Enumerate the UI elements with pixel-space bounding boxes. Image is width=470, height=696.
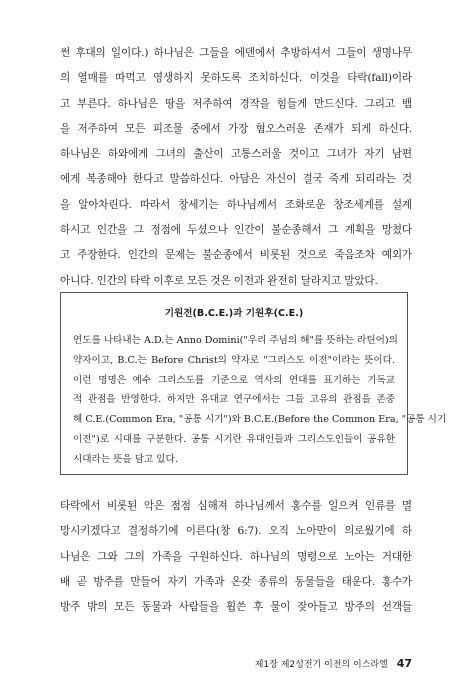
sidebar-line: 적 관점을 반영한다. 하지만 유대교 연구에서는 그들 고유의 관점을 존중: [73, 394, 395, 406]
body-paragraph-1: [60, 41, 412, 294]
page-number: 47: [396, 657, 412, 670]
sidebar-box: [60, 292, 447, 475]
text-line: 썬 후대의 일이다.) 하나님은 그들을 에덴에서 추방하셔서 그들이 생명나무: [60, 47, 412, 59]
text-line: 하시고 인간을 그 정점에 두셨으나 인간이 불순종해서 그 계획을 망쳤다: [60, 224, 412, 237]
text-line: 방주 밖의 모든 동물과 사람들을 휩쓴 후 물이 잦아들고 방주의 선객들: [60, 601, 412, 614]
text-line: 의 열매를 따먹고 영생하지 못하도록 조치하신다. 이것을 타락(fall)이라: [60, 72, 412, 85]
text-line: 고 주장한다. 인간의 문제는 불순종에서 비롯된 것으로 죽음조차 예외가: [60, 249, 412, 262]
sidebar-line: 해 C.E.(Common Era, "공통 시기")와 B.C.E.(Before the Common Era, "공통 시기: [73, 414, 447, 426]
text-line: 에게 복종해야 한다고 말씀하신다. 아담은 자신이 결국 죽게 되리라는 것: [60, 173, 412, 186]
sidebar-line: 이런 명명은 예수 그리스도를 기준으로 역사의 연대를 표기하는 기독교: [73, 374, 395, 386]
sidebar-line: 약자이고, B.C.는 Before Christ의 약자로 "그리스도 이전"이라는 뜻이다.: [73, 354, 395, 366]
text-line: 배 곧 방주를 만들어 자기 가족과 온갖 종류의 동물들을 태운다. 홍수가: [60, 575, 412, 588]
text-line: 망시키겠다고 결정하기에 이른다(창 6:7). 오직 노아만이 의로웠기에 하: [60, 525, 412, 538]
body-paragraph-2: [60, 494, 412, 620]
sidebar-line: 이전")로 시대를 구분한다. 공통 시기란 유대인들과 그리스도인들이 공유한: [73, 433, 395, 445]
sidebar-line: 연도를 나타내는 A.D.는 Anno Domini("우리 주님의 해"를 뜻하는 라틴어)의: [73, 335, 398, 346]
text-line: 아니다. 인간의 타락 이후로 모든 것은 이전과 완전히 달라지고 말았다.: [60, 274, 378, 287]
sidebar-title: 기원전(B.C.E.)과 기원후(C.E.): [164, 308, 304, 319]
text-line: 하나님은 하와에게 그녀의 출산이 고통스러울 것이고 그녀가 자기 남편: [60, 148, 412, 161]
text-line: 타락에서 비롯된 악은 점점 심해져 하나님께서 홍수를 일으켜 인류를 멸: [60, 500, 412, 512]
text-line: 고 부른다. 하나님은 땅을 저주하여 경작을 힘들게 만드신다. 그리고 뱀: [60, 97, 412, 110]
text-line: 을 저주하여 모든 피조물 중에서 가장 혐오스러운 존재가 되게 하신다.: [60, 122, 412, 135]
text-line: 나님은 그와 그의 가족을 구원하신다. 하나님의 명령으로 노아는 거대한: [60, 550, 412, 563]
text-line: 을 알아차린다. 따라서 창세기는 하나님께서 조화로운 창조세계를 설계: [60, 198, 412, 211]
running-footer-chapter: 제1장 제2성전기 이전의 이스라엘: [254, 660, 388, 670]
sidebar-body: [73, 331, 447, 470]
page-footer: [255, 657, 412, 670]
sidebar-line: 시대라는 뜻을 담고 있다.: [73, 453, 178, 465]
